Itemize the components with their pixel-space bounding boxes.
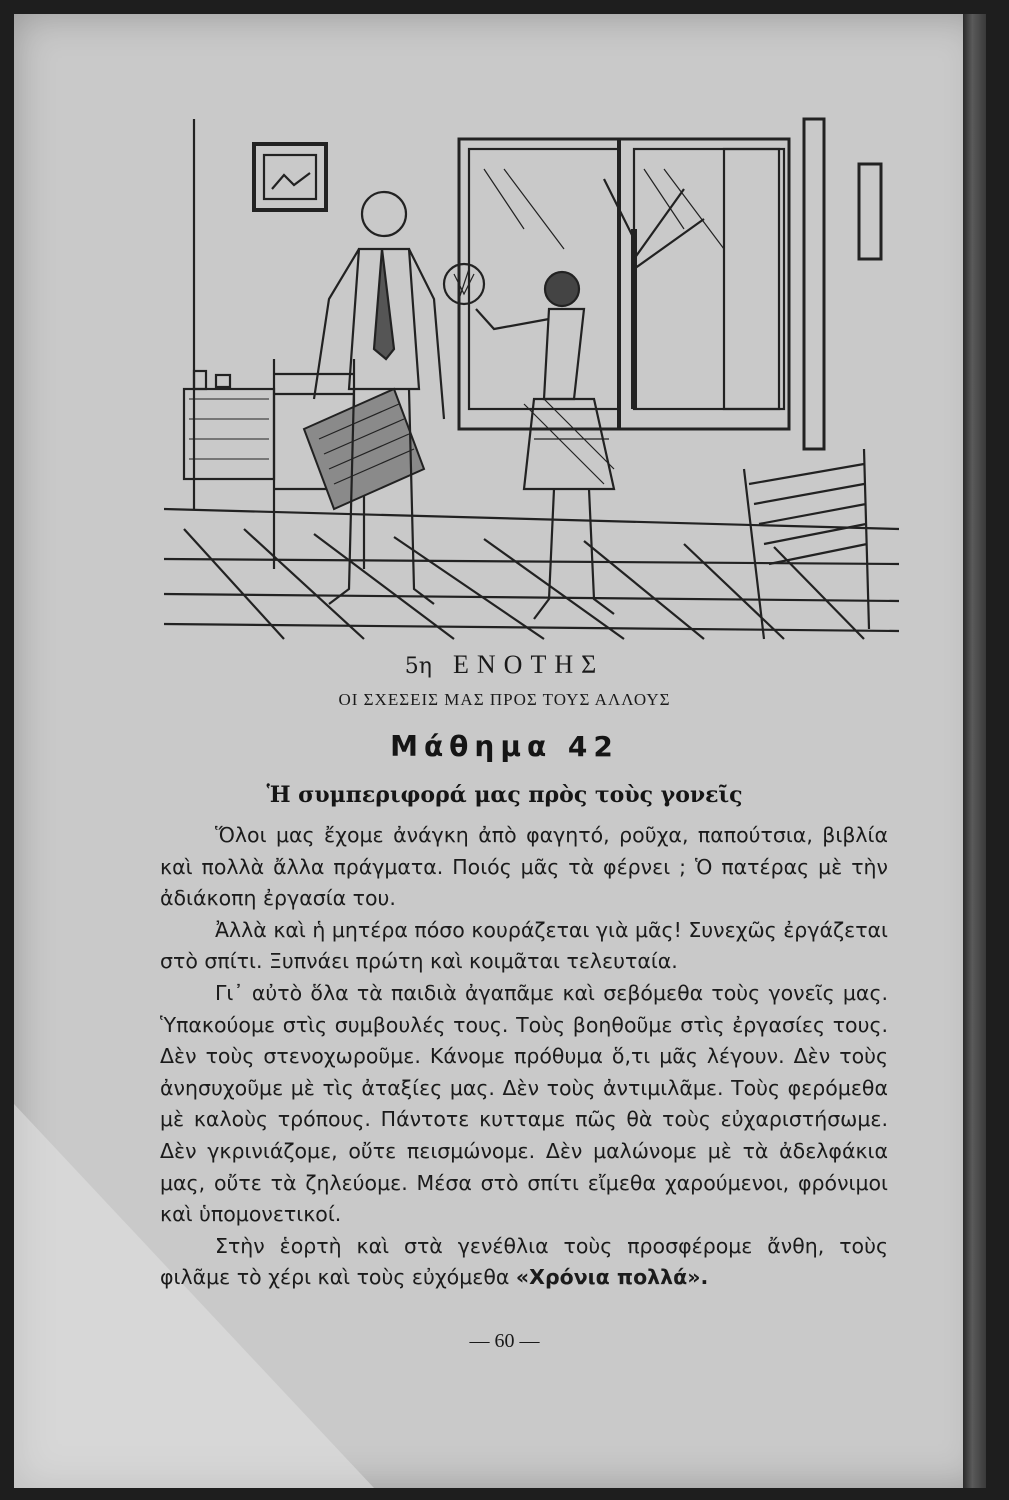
unit-word: ΕΝΟΤΗΣ — [453, 650, 605, 679]
paragraph-3: Γι᾿ αὐτὸ ὅλα τὰ παιδιὰ ἀγαπᾶμε καὶ σεβόμεθα τοὺς γονεῖς μας. Ὑπακούομε στὶς συμβουλές τους. Τοὺς βοηθοῦμε στὶς ἐργασίες τους. Δὲν τοὺς στενοχωροῦμε. Κάνομε πρόθυμα ὅ,τι μᾶς λέγουν. Δὲν τοὺς ἀνησυχοῦμε μὲ τὶς ἀταξίες μας. Δὲν τοὺς ἀντιμιλᾶμε. Τοὺς φερόμεθα μὲ καλοὺς τρόπους. Πάντοτε κυτταμε πῶς θὰ τοὺς εὐχαριστήσωμε. Δὲν γκρινιάζομε, οὔτε πεισμώνομε. Δὲν μαλώνομε μὲ τὰ ἀδελφάκια μας, οὔτε τὰ ζηλεύομε. Μέσα στὸ σπίτι εἴμεθα χαρούμενοι, φρόνιμοι καὶ ὑπομονετικοί. — [160, 980, 888, 1227]
lesson-body — [160, 820, 888, 1294]
lesson-subtitle: Ἡ συμπεριφορά μας πρὸς τοὺς γονεῖς — [266, 782, 743, 808]
paragraph-4 — [160, 1231, 888, 1294]
page-number: — 60 — — [469, 1330, 540, 1352]
paragraph-1: Ὅλοι μας ἔχομε ἀνάγκη ἀπὸ φαγητό, ροῦχα, παπούτσια, βιβλία καὶ πολλὰ ἄλλα πράγματα. Ποιός μᾶς τὰ φέρνει ; Ὁ πατέρας μὲ τὴν ἀδιάκοπη ἐργασία του. — [160, 823, 888, 911]
unit-heading — [0, 650, 1009, 680]
illustration-father-daughter-flowers — [164, 109, 899, 644]
paragraph-4-emphasis: «Χρόνια πολλά». — [515, 1265, 709, 1290]
paragraph-4-text: Στὴν ἑορτὴ καὶ στὰ γενέθλια τοὺς προσφέρομε ἄνθη, τοὺς φιλᾶμε τὸ χέρι καὶ τοὺς εὐχόμεθα — [160, 1233, 888, 1290]
section-title: ΟΙ ΣΧΕΣΕΙΣ ΜΑΣ ΠΡΟΣ ΤΟΥΣ ΑΛΛΟΥΣ — [338, 690, 671, 709]
lesson-title: Μάθημα 42 — [390, 730, 619, 763]
paragraph-2: Ἀλλὰ καὶ ἡ μητέρα πόσο κουράζεται γιὰ μᾶς! Συνεχῶς ἐργάζεται στὸ σπίτι. Ξυπνάει πρώτη καὶ κοιμᾶται τελευταία. — [160, 917, 888, 974]
unit-number: 5η — [404, 654, 432, 679]
